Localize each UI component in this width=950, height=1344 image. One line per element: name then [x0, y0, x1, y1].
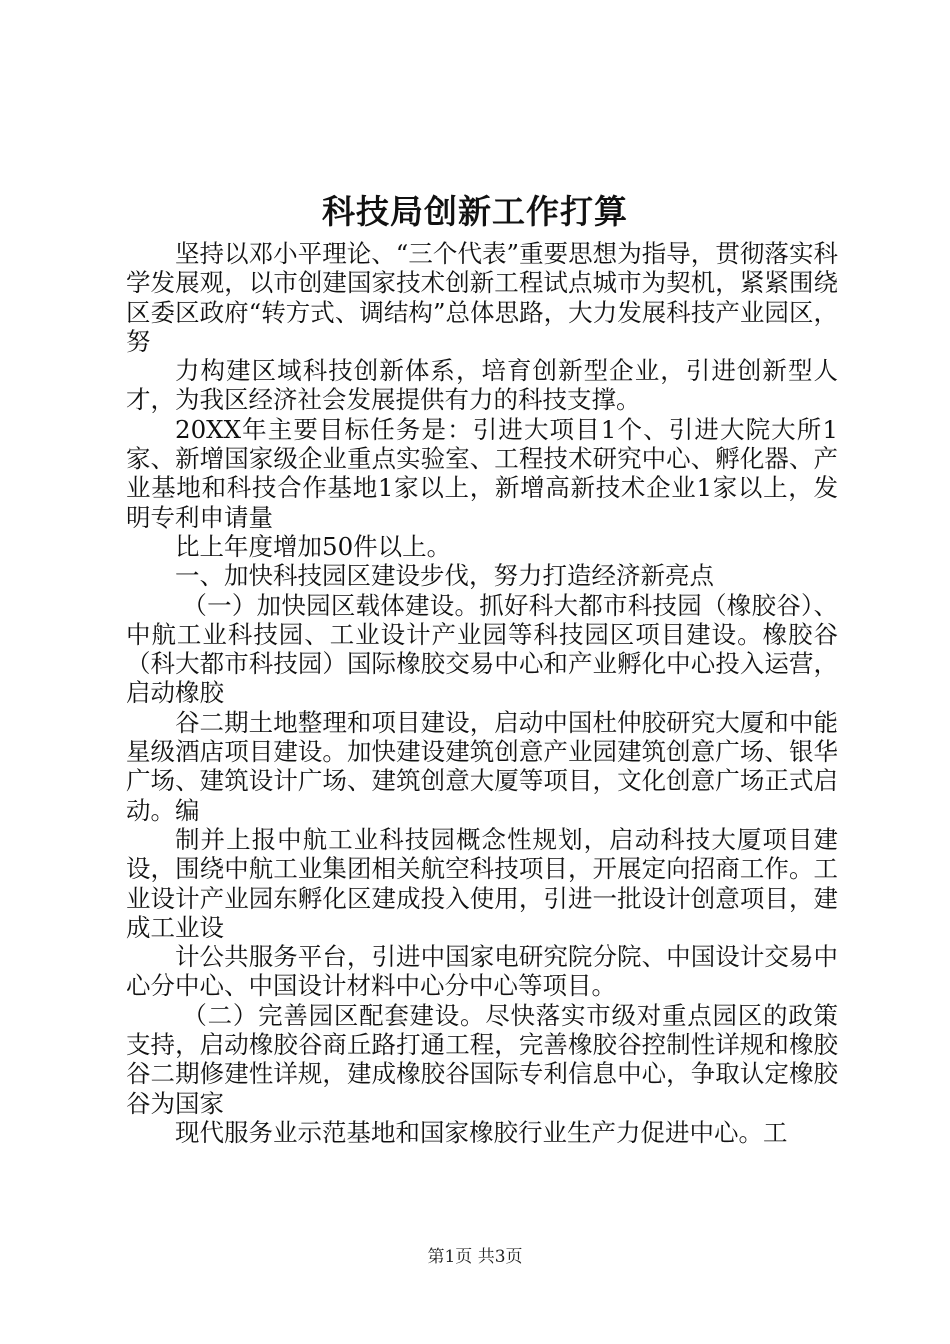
paragraph: 现代服务业示范基地和国家橡胶行业生产力促进中心。工 — [175, 1117, 788, 1147]
page-footer: 第1页 共3页 — [427, 1247, 523, 1267]
document-title: 科技局创新工作打算 — [322, 192, 628, 231]
paragraph: 计公共服务平台，引进中国家电研究院分院、中国设计交易中心分中心、中国设计材料中心分中心等项目。 — [126, 942, 838, 1001]
document-body — [126, 239, 838, 1147]
paragraph: 20XX年主要目标任务是：引进大项目1个、引进大院大所1家、新增国家级企业重点实验室、工程技术研究中心、孵化器、产业基地和科技合作基地1家以上，新增高新技术企业1家以上，发明专利申请量 — [126, 414, 838, 532]
paragraph: 制并上报中航工业科技园概念性规划，启动科技大厦项目建设，围绕中航工业集团相关航空科技项目，开展定向招商工作。工业设计产业园东孵化区建成投入使用，引进一批设计创意项目，建成工业设 — [126, 824, 838, 942]
paragraph: 坚持以邓小平理论、“三个代表”重要思想为指导，贯彻落实科学发展观，以市创建国家技术创新工程试点城市为契机，紧紧围绕区委区政府“转方式、调结构”总体思路，大力发展科技产业园区，努 — [126, 239, 838, 356]
section-heading: 一、加快科技园区建设步伐，努力打造经济新亮点 — [175, 561, 714, 591]
paragraph: （二）完善园区配套建设。尽快落实市级对重点园区的政策支持，启动橡胶谷商丘路打通工程，完善橡胶谷控制性详规和橡胶谷二期修建性详规，建成橡胶谷国际专利信息中心，争取认定橡胶谷为国家 — [126, 1000, 838, 1118]
paragraph: 谷二期土地整理和项目建设，启动中国杜仲胶研究大厦和中能星级酒店项目建设。加快建设建筑创意产业园建筑创意广场、银华广场、建筑设计广场、建筑创意大厦等项目，文化创意广场正式启动。编 — [126, 707, 838, 825]
paragraph: 比上年度增加50件以上。 — [175, 531, 452, 561]
paragraph: 力构建区域科技创新体系，培育创新型企业，引进创新型人才，为我区经济社会发展提供有力的科技支撑。 — [126, 356, 838, 415]
paragraph: （一）加快园区载体建设。抓好科大都市科技园（橡胶谷）、中航工业科技园、工业设计产业园等科技园区项目建设。橡胶谷（科大都市科技园）国际橡胶交易中心和产业孵化中心投入运营，启动橡胶 — [126, 590, 838, 708]
